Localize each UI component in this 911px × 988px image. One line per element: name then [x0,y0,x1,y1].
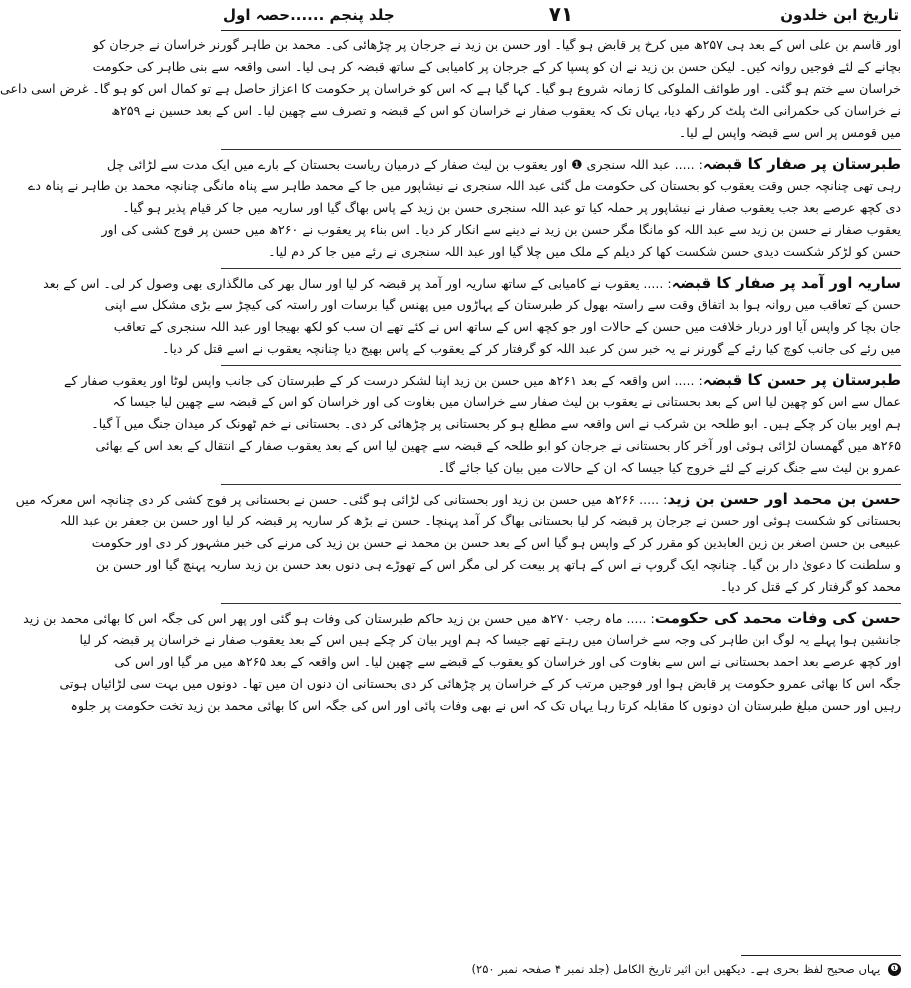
volume-part: جلد پنجم ......حصہ اول [223,6,395,24]
section-heading: طبرستان پر حسن کا قبضہ [702,371,901,389]
text-line: اور کچھ عرصے بعد احمد بحستانی نے اس سے بغاوت کی اور خراسان کو یعقوب کے قبضے سے چھین لیا۔ اس واقعہ کے بعد ۲۶۵ھ میں مر گیا اور اس کی [114,654,901,669]
section-heading-rest: : ..... ماہ رجب ۲۷۰ھ میں حسن بن زید حاکم طبرستان کی وفات ہو گئی اور پھر اس کی جگہ اس کا بھائی محمد بن زید [23,611,655,626]
page-header [221,0,901,31]
text-line: میں رئے کی جانب کوچ کیا رئے کے گورنر نے یہ خبر سن کر عبد اللہ کو گرفتار کر کے یعقوب کے پاس بھیج دیا چنانچہ یعقوب نے اسے قتل کر دیا۔ [162,341,901,356]
section-heading-rest: : ..... عبد اللہ سنجری ❶ اور یعقوب بن لیث صفار کے درمیان ریاست بحستان کے بارے میں ایک مدت سے لڑائی چل [106,157,703,172]
section-hasan-muhammad [15,484,901,598]
section-first-line [23,607,901,629]
text-line: نے خراسان کی حکمرانی الٹ پلٹ کر رکھ دیا، یہاں تک کہ یعقوب صفار نے خراسان کو اس کے قبضہ و تصرف سے چھین لیا۔ اس کے بعد حسین نے ۲۵۹ھ [111,103,901,118]
text-line: رہیں اور حسن مبلغ طبرستان ان دونوں کا مقابلہ کرتا رہا یہاں تک کہ اس نے بھی وفات پائی اور اس کی جگہ اس کا بھائی محمد بن زید تخت حکومت پر جلوہ [70,698,901,713]
footnote-text: یہاں صحیح لفظ بحری ہے۔ دیکھیں ابن اثیر تاریخ الکامل (جلد نمبر ۴ صفحہ نمبر ۲۵۰) [471,962,881,976]
book-title: تاریخ ابن خلدون [780,6,899,24]
text-line: میں قومس پر اس سے قبضہ واپس لے لیا۔ [678,125,901,140]
section-first-line [63,369,901,391]
text-line: حسن کو لڑکر شکست دیدی حسن شکست کھا کر دیلم کے ملک میں چلا گیا اور عبد اللہ سنجری نے رئے میں جا کر دم لیا۔ [268,244,901,259]
text-line: و سلطنت کا دعویٰ دار بن گیا۔ چنانچہ ایک گروپ نے اس کے ہاتھ پر بیعت کر لی مگر اس کے تھوڑے ہی دنوں بعد حسن بن زید ساریہ پہنچ گیا اور حسن بن [95,557,901,572]
page-number: ۷۱ [548,2,574,26]
text-line: ۲۶۵ھ میں گھمسان لڑائی ہوئی اور آخر کار بحستانی نے جرجان کو ابو طلحہ کے قبضہ سے چھین لیا اس کے بعد یعقوب صفار کے انتقال کے بعد اس کے بھائی [95,438,901,453]
text-line: حسن کے تعاقب میں روانہ ہوا بد اتفاق وقت سے راستہ بھول کر طبرستان کے پہاڑوں میں پھنس گیا برسات اور راستہ کی کیچڑ سے بڑی مشکل سے اپنی [104,297,901,312]
text-line: جان بچا کر واپس آیا اور دربار خلافت میں حسن کے حالات اور جو کچھ اس کے ساتھ اس نے کئے تھے ان سب کو لکھ بھیجا اور عبد اللہ سنجری کے تعاقب [113,319,901,334]
text-line: محمد کو گرفتار کر کے قتل کر دیا۔ [720,579,901,594]
text-line: جگہ اس کا بھائی عمرو حکومت پر قابض ہوا اور فوجیں مرتب کر کے خراسان پر چڑھائی کر دی بحستانی ان دنوں ان میں تھا۔ دونوں میں بہت سی لڑائیاں ہوتی [59,676,901,691]
text-line: اور قاسم بن علی اس کے بعد ہی ۲۵۷ھ میں کرخ پر قابض ہو گیا۔ اور حسن بن زید نے جرجان پر چڑھائی کی۔ محمد بن طاہر گورنر خراسان نے جرجان کو [92,37,901,52]
text-line: یعقوب صفار نے حسن بن زید سے عبد اللہ کو مانگا مگر حسن بن زید نے دینے سے انکار کر دیا۔ اس بناء پر یعقوب نے ۲۶۰ھ میں حسن پر فوج کشی کی اور [101,222,901,237]
text-line: رہی تھی چنانچہ جس وقت یعقوب کو بحستان کی حکومت مل گئی عبد اللہ سنجری نے نیشاپور میں جا کے محمد طاہر سے پناہ مانگی چنانچہ محمد بن طاہر نے پناہ دے [27,178,901,193]
text-line: عمال سے اس کو چھین لیا اس کے بعد بحستانی نے یعقوب بن لیث صفار سے خراسان میں بغاوت کی اور خراسان کو اس کے قبضہ سے چھین لیا جیسا کہ [112,394,901,409]
footnote-marker: ❶ [888,963,901,976]
section-heading: حسن کی وفات محمد کی حکومت [654,609,901,627]
section-first-line [106,153,901,175]
section-hasan-death [23,603,901,717]
text-line: بچانے کے لئے فوجیں روانہ کیں۔ لیکن حسن بن زید نے ان کو پسپا کر کے جرجان پر کامیابی کے ساتھ قبضہ کر ہی لیا۔ اسی واقعہ سے بنی طاہر کی حکومت [92,59,901,74]
section-sariya-amad [43,268,901,360]
section-heading: حسن بن محمد اور حسن بن زید [667,490,901,508]
intro-paragraph [0,34,901,144]
section-first-line [15,488,901,510]
section-tabaristan-hasan [63,365,901,479]
section-heading: ساریہ اور آمد پر صفار کا قبضہ [671,274,901,292]
text-line: عبیعی بن حسن اصغر بن زین العابدین کو مقرر کر کے واپس ہو گیا اس کے بعد حسن بن محمد نے حسن بن زید کی مرنے کی خبر مشہور کر دی اور حکومت [91,535,901,550]
section-heading: طبرستان پر صفار کا قبضہ [702,155,901,173]
section-heading-rest: : ..... یعقوب نے کامیابی کے ساتھ ساریہ اور آمد پر قبضہ کر لیا اور سال بھر کی مالگذاری بھی وصول کر لی۔ اس کے بعد [43,276,672,291]
footnote [221,962,901,976]
text-line: خراسان سے ختم ہو گئی۔ اور طوائف الملوکی کا زمانہ شروع ہو گیا۔ کہا گیا ہے کہ اس کو خراسان پر حکومت کا اعزاز حاصل ہے تو کمال اس کو ہو گا۔ غرض اسی داعی [0,81,901,96]
text-line: جانشین ہوا پہلے یہ لوگ ابن طاہر کی وجہ سے خراسان میں رہتے تھے جیسا کہ ہم اوپر بیان کر چکے ہیں اس کے بعد یعقوب صفار نے خراسان پر قبضہ کر لیا [79,632,901,647]
text-line: دی کچھ عرصے بعد جب یعقوب صفار نے نیشاپور پر حملہ کیا تو عبد اللہ سنجری حسن بن زید کے پاس بھاگ گیا اور ساریہ میں جا کر قیام پذیر ہو گیا۔ [122,200,901,215]
section-heading-rest: : ..... اس واقعہ کے بعد ۲۶۱ھ میں حسن بن زید اپنا لشکر درست کر کے طبرستان کی جانب واپس لوٹا اور یعقوب صفار کے [63,373,703,388]
text-line: عمرو بن لیث سے جنگ کرنے کے لئے خروج کیا جیسا کہ ان کے حالات میں بیان کیا جائے گا۔ [437,460,901,475]
footnote-divider [741,955,901,956]
text-line: ہم اوپر بیان کر چکے ہیں۔ ابو طلحہ بن شرکب نے اس واقعہ سے مطلع ہو کر بحستانی پر چڑھائی کر دی۔ بحستانی نے خم ٹھونک کر میدان جنگ میں آ گیا۔ [91,416,901,431]
section-heading-rest: : ..... ۲۶۶ھ میں حسن بن زید اور بحستانی کی لڑائی ہو گئی۔ حسن نے بحستانی پر فوج کشی کر دی چنانچہ اس معرکہ میں [15,492,668,507]
section-tabaristan-saffar [27,149,901,263]
page-body [0,34,901,722]
text-line: بحستانی کو شکست ہوئی اور حسن نے جرجان پر قبضہ کر لیا بحستانی بھاگ کر آمد پہنچا۔ حسن نے بڑھ کر ساریہ پر قبضہ کر لیا اور حسن بن جعفر بن عبد اللہ [59,513,901,528]
section-first-line [43,272,901,294]
